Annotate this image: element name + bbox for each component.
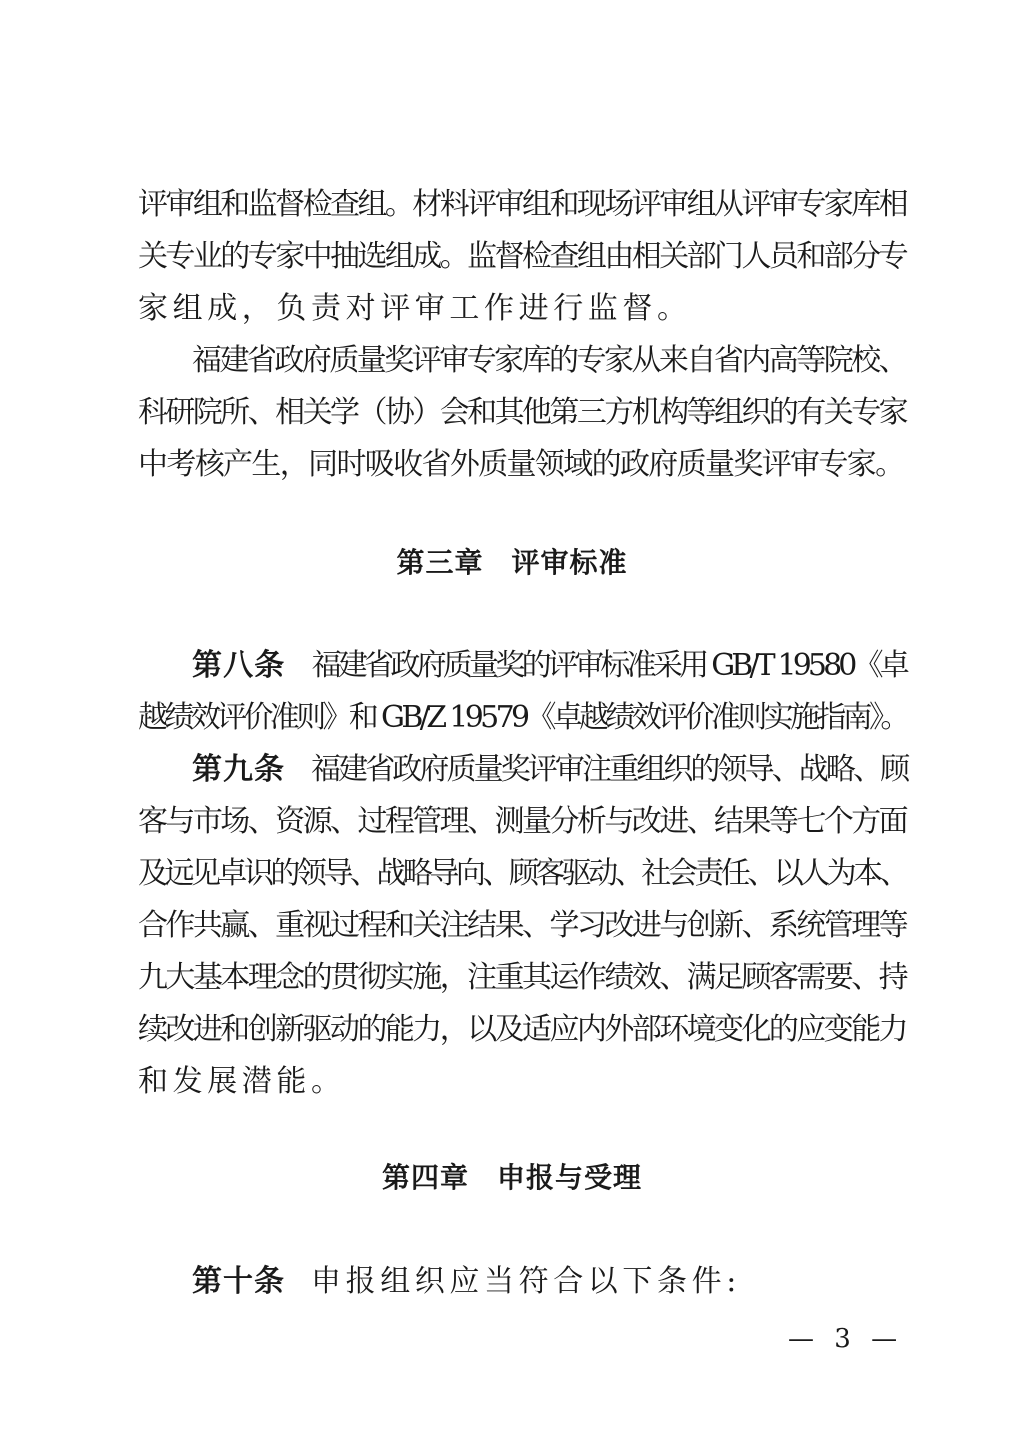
chapter-4-number: 第四章 — [381, 1161, 469, 1194]
article-9-text-1: 福建省政府质量奖评审注重组织的领导、战略、顾 — [311, 752, 908, 787]
article-9-label: 第九条 — [192, 752, 285, 787]
para2-line-2: 科研院所、相关学（协）会和其他第三方机构等组织的有关专家 — [138, 395, 906, 430]
para1-line-3: 家组成，负责对评审工作进行监督。 — [138, 291, 692, 326]
para1-line-2: 关专业的专家中抽选组成。监督检查组由相关部门人员和部分专 — [138, 239, 906, 274]
para2-line-3: 中考核产生，同时吸收省外质量领域的政府质量奖评审专家。 — [138, 447, 904, 482]
para1-line-1: 评审组和监督检查组。材料评审组和现场评审组从评审专家库相 — [138, 187, 906, 222]
page-number: — 3 — — [788, 1324, 904, 1354]
article-8-label: 第八条 — [192, 648, 286, 683]
article-10-label: 第十条 — [192, 1264, 285, 1299]
article-9-line-3: 及远见卓识的领导、战略导向、顾客驱动、社会责任、以人为本、 — [138, 856, 906, 891]
chapter-3-title: 评审标准 — [511, 546, 628, 579]
article-8-text-1: 福建省政府质量奖的评审标准采用 GB/T 19580《卓 — [311, 648, 907, 683]
article-8-line-1 — [192, 646, 906, 686]
article-8-line-2: 越绩效评价准则》和 GB/Z 19579《卓越绩效评价准则实施指南》。 — [138, 700, 907, 735]
article-9-line-1 — [192, 750, 906, 790]
article-9-line-5: 九大基本理念的贯彻实施，注重其运作绩效、满足顾客需要、持 — [138, 960, 906, 995]
article-9-line-4: 合作共赢、重视过程和关注结果、学习改进与创新、系统管理等 — [138, 908, 906, 943]
article-10-text-1: 申报组织应当符合以下条件: — [311, 1264, 741, 1299]
article-10-line-1 — [192, 1262, 906, 1302]
chapter-3-number: 第三章 — [396, 546, 484, 579]
chapter-4-heading — [0, 1158, 1024, 1198]
chapter-4-title: 申报与受理 — [497, 1161, 643, 1194]
chapter-3-heading — [0, 543, 1024, 583]
article-9-line-7: 和发展潜能。 — [138, 1064, 346, 1099]
para2-line-1: 福建省政府质量奖评审专家库的专家从来自省内高等院校、 — [192, 343, 906, 378]
article-9-line-2: 客与市场、资源、过程管理、测量分析与改进、结果等七个方面 — [138, 804, 906, 839]
article-9-line-6: 续改进和创新驱动的能力，以及适应内外部环境变化的应变能力 — [138, 1012, 906, 1047]
